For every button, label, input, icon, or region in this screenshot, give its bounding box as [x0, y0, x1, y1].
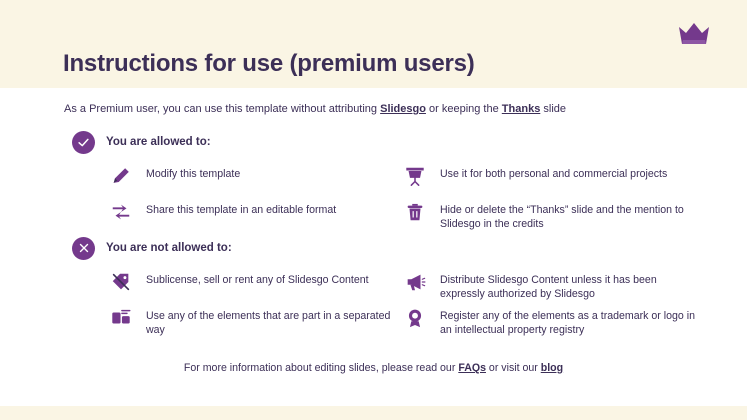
list-item-label: Hide or delete the “Thanks” slide and the mention to Slidesgo in the credits [440, 204, 684, 230]
list-item [402, 308, 702, 337]
megaphone-icon [402, 269, 428, 295]
list-item [402, 272, 702, 301]
section-allowed-title: You are allowed to: [106, 136, 211, 148]
section-allowed-header [72, 130, 692, 154]
list-item [108, 308, 398, 337]
check-circle-icon [72, 131, 95, 154]
list-item [108, 166, 398, 189]
list-item [108, 272, 398, 295]
cut-elements-icon [108, 305, 134, 331]
list-item-label: Sublicense, sell or rent any of Slidesgo Content [146, 274, 369, 286]
list-item [108, 202, 398, 225]
page-title: Instructions for use (premium users) [63, 50, 475, 77]
subtitle [64, 103, 566, 115]
section-allowed [72, 130, 692, 230]
list-item [402, 202, 702, 231]
list-item-label: Use it for both personal and commercial projects [440, 168, 668, 180]
bottom-band [0, 406, 747, 420]
section-not-allowed-header [72, 236, 692, 260]
subtitle-text-before: As a Premium user, you can use this template without attributing [64, 103, 381, 115]
cross-circle-icon [72, 237, 95, 260]
no-sell-tag-icon [108, 269, 134, 295]
list-item-label: Register any of the elements as a trademark or logo in an intellectual property registry [440, 310, 695, 336]
thanks-link[interactable]: Thanks [501, 103, 541, 115]
list-item [402, 166, 702, 189]
faqs-link[interactable]: FAQs [458, 362, 486, 374]
list-item-label: Use any of the elements that are part in a separated way [146, 310, 391, 336]
list-item-label: Share this template in an editable format [146, 204, 337, 216]
section-not-allowed-title: You are not allowed to: [106, 242, 232, 254]
trademark-badge-icon [402, 305, 428, 331]
subtitle-text-middle: or keeping the [425, 103, 502, 115]
slidesgo-link[interactable]: Slidesgo [380, 103, 426, 115]
share-arrows-icon [108, 199, 134, 225]
crown-icon [677, 20, 711, 48]
list-item-label: Distribute Slidesgo Content unless it has been expressly authorized by Slidesgo [440, 274, 657, 300]
subtitle-text-after: slide [540, 103, 566, 115]
footer-text-middle: or visit our [485, 362, 541, 374]
footer [0, 362, 747, 374]
list-item-label: Modify this template [146, 168, 241, 180]
trash-icon [402, 199, 428, 225]
pencil-icon [108, 163, 134, 189]
presentation-screen-icon [402, 163, 428, 189]
section-not-allowed [72, 236, 695, 336]
footer-text-before: For more information about editing slides, please read our [183, 362, 459, 374]
blog-link[interactable]: blog [540, 362, 564, 374]
